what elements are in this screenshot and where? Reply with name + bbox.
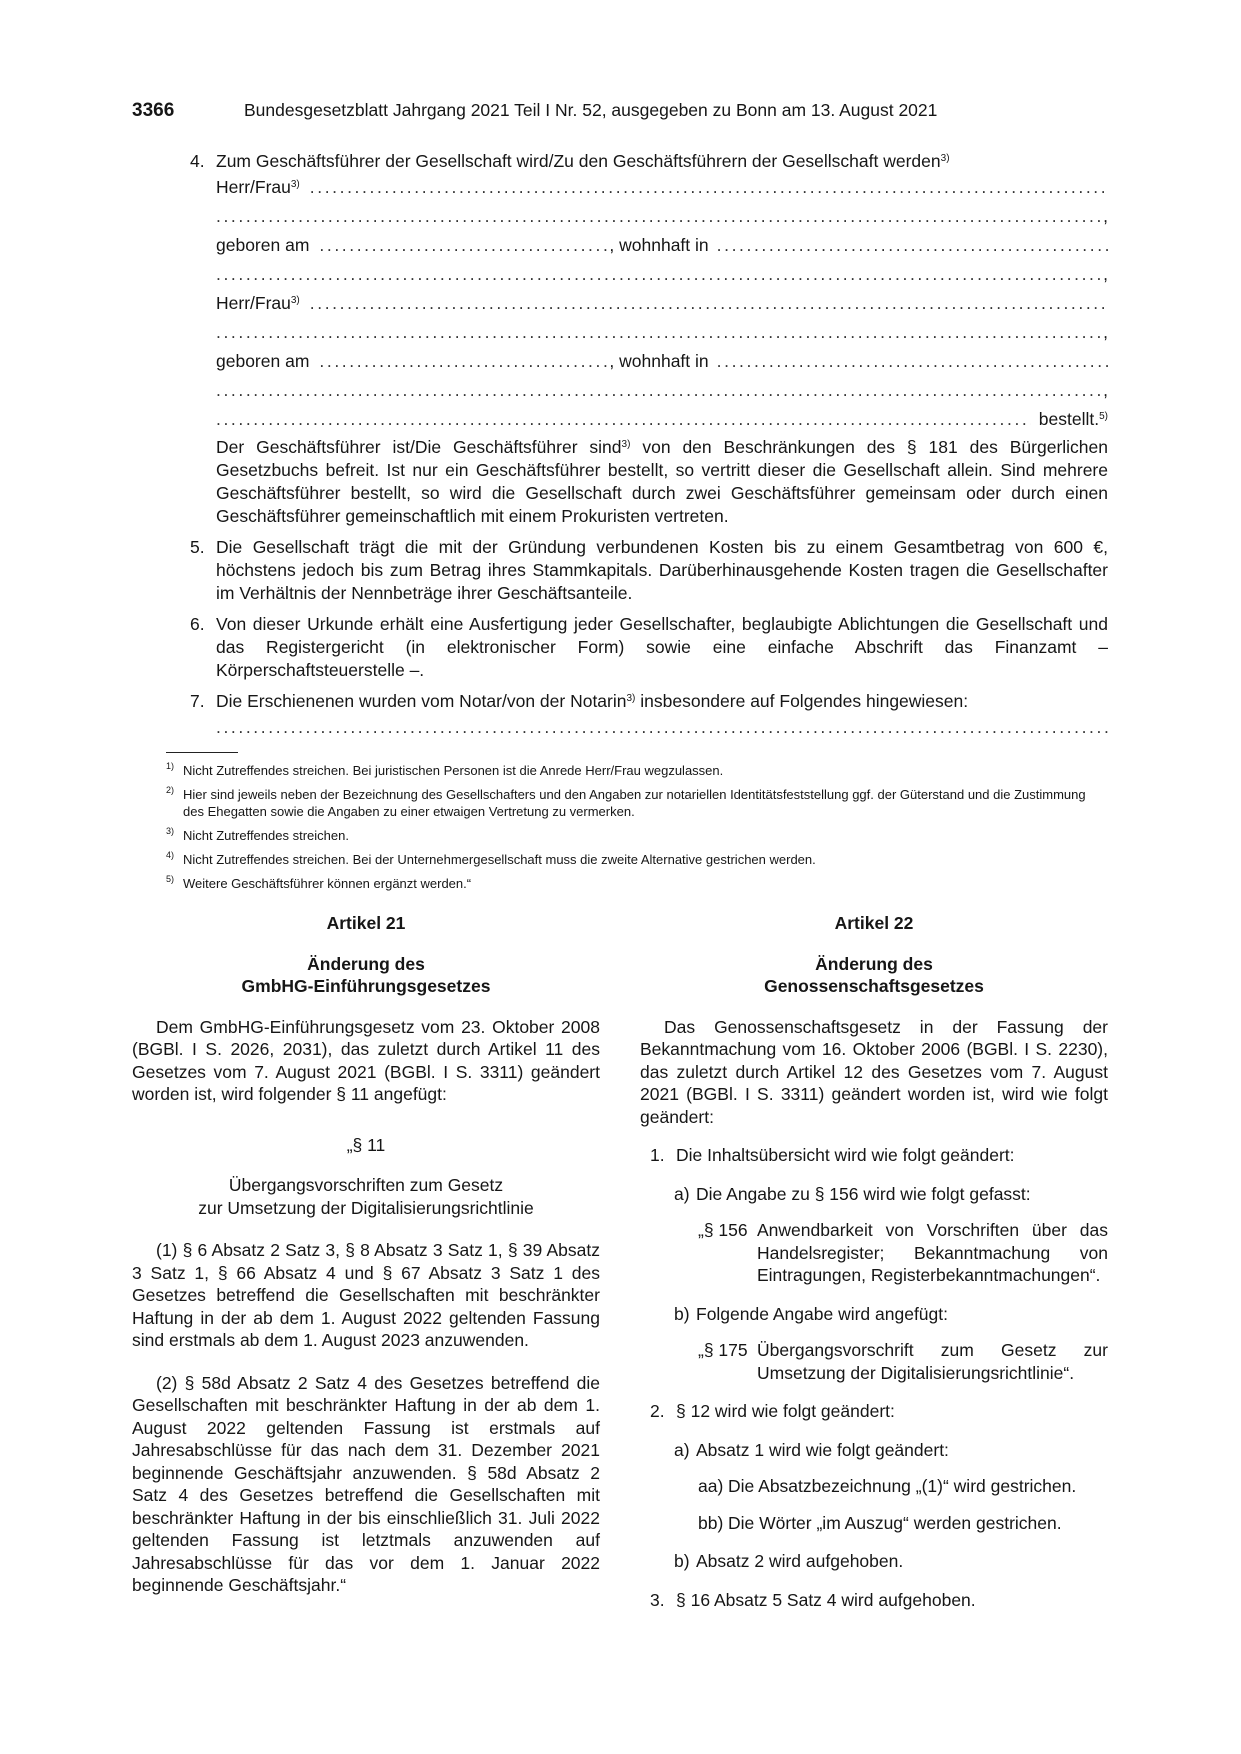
paragraph-abs-1: (1) § 6 Absatz 2 Satz 3, § 8 Absatz 3 Satz 1, § 39 Absatz 3 Satz 1, § 66 Absatz 4 und § 67 Absatz 3 Satz 1 des Gesetzes betreffend die Gesellschaften mit beschränkter Haftung in der ab dem 1. August 2022 geltenden Fassung sind erstmals ab dem 1. August 2023 anzuwenden. (132, 1240, 600, 1350)
fill-in-dots[interactable] (717, 347, 1108, 376)
contract-form (190, 150, 1108, 748)
fill-in-dots[interactable] (319, 347, 609, 376)
fill-in-dots[interactable] (216, 376, 1101, 405)
list-item: a) Die Angabe zu § 156 wird wie folgt gefasst: (674, 1183, 1031, 1204)
fill-in-dots[interactable] (319, 231, 609, 260)
footnote: 4) Nicht Zutreffendes streichen. Bei der Unternehmergesellschaft muss die zweite Alternative gestrichen werden. (166, 850, 816, 867)
list-item: aa) Die Absatzbezeichnung „(1)“ wird gestrichen. (698, 1476, 1077, 1496)
item-text: Zum Geschäftsführer der Gesellschaft wird/Zu den Geschäftsführern der Gesellschaft werden (216, 151, 941, 171)
form-line-cont-4: ..... , (216, 376, 1108, 405)
footnote: 2) Hier sind jeweils neben der Bezeichnung des Gesellschafters und den Angaben zur notariellen Identitätsfeststellung ggf. der Güterstand und die Zustimmung des Ehegatten sowie die Angaben zu einer etwaigen Vertretung zu vermerken. (166, 785, 1086, 819)
fill-in-dots[interactable] (310, 289, 1108, 318)
list-item: „§ 175 Übergangsvorschrift zum Gesetz zur Umsetzung der Digitalisierungsrichtlinie“. (698, 1340, 1108, 1383)
item-number: 6. (190, 614, 205, 634)
article-21 (132, 912, 600, 1597)
form-line-notes (216, 713, 1108, 742)
list-item: 1. Die Inhaltsübersicht wird wie folgt geändert: (650, 1145, 1015, 1165)
article-22 (640, 912, 1108, 1611)
section-heading: „§ 11 (346, 1134, 386, 1155)
article-subtitle: Änderung des Genossenschaftsgesetzes (764, 953, 984, 996)
label-wohnhaft-in: , wohnhaft in (609, 351, 709, 371)
label-herr-frau: Herr/Frau$^{3)}$ (216, 177, 300, 197)
list-item: 2. § 12 wird wie folgt geändert: (650, 1401, 895, 1421)
item-6 (190, 613, 1108, 682)
footnote-ref: 3) (940, 153, 950, 164)
fill-in-dots[interactable] (216, 713, 1108, 742)
item-number: 4. (190, 151, 205, 171)
article-title: Artikel 22 (834, 913, 914, 933)
form-line-cont-2: ..... , (216, 260, 1108, 289)
form-line-name-2 (216, 289, 1108, 318)
label-wohnhaft-in: , wohnhaft in (609, 235, 709, 255)
item-5 (190, 536, 1108, 605)
list-item: b) Folgende Angabe wird angefügt: (674, 1303, 948, 1324)
fill-in-dots[interactable] (216, 202, 1101, 231)
item-4-paragraph: Der Geschäftsführer ist/Die Geschäftsführer sind$^{3)}$ von den Beschränkungen des § 181 des Bürgerlichen Gesetzbuchs befreit. Ist nur ein Geschäftsführer bestellt, so vertritt dieser die Gesellschaft allein. Sind mehrere Geschäftsführer bestellt, so wird die Gesellschaft durch zwei Geschäftsführer gemeinsam oder durch einen Geschäftsführer gemeinschaftlich mit einem Prokuristen vertreten. (216, 437, 1109, 526)
label-geboren-am: geboren am (216, 351, 310, 371)
list-item: b) Absatz 2 wird aufgehoben. (674, 1551, 904, 1571)
header-title: Bundesgesetzblatt Jahrgang 2021 Teil I Nr. 52, ausgegeben zu Bonn am 13. August 2021 (244, 100, 938, 120)
footnote: 5) Weitere Geschäftsführer können ergänzt werden.“ (166, 874, 472, 891)
list-item: 3. § 16 Absatz 5 Satz 4 wird aufgehoben. (650, 1589, 976, 1610)
fill-in-dots[interactable] (310, 173, 1108, 202)
form-line-bestellt (216, 405, 1108, 434)
form-line-birth-2 (216, 347, 1108, 376)
label-herr-frau: Herr/Frau$^{3)}$ (216, 293, 300, 313)
item-number: 5. (190, 537, 205, 557)
list-item: bb) Die Wörter „im Auszug“ werden gestrichen. (698, 1512, 1062, 1533)
list-item: a) Absatz 1 wird wie folgt geändert: (674, 1439, 949, 1460)
form-line-cont-3: ..... , (216, 318, 1108, 347)
footnote: 3) Nicht Zutreffendes streichen. (166, 826, 349, 843)
fill-in-dots[interactable] (717, 231, 1108, 260)
footnote: 1) Nicht Zutreffendes streichen. Bei juristischen Personen ist die Anrede Herr/Frau wegzulassen. (166, 761, 724, 778)
label-bestellt: bestellt.$^{5)}$ (1038, 409, 1108, 429)
list-item: „§ 156 Anwendbarkeit von Vorschriften über das Handelsregister; Bekanntmachung von Eintragungen, Registerbekanntmachungen“. (698, 1220, 1108, 1285)
footnote-ref: 3) (621, 439, 631, 450)
item-text: Von dieser Urkunde erhält eine Ausfertigung jeder Gesellschafter, beglaubigte Ablichtungen die Gesellschaft und das Registergericht (in elektronischer Form) sowie eine einfache Abschrift das Finanzamt – Körperschaftsteuerstelle –. (216, 614, 1108, 680)
paragraph-abs-2: (2) § 58d Absatz 2 Satz 4 des Gesetzes betreffend die Gesellschaften mit beschränkter Haftung in der ab dem 1. August 2022 geltenden Fassung ist erstmals auf Jahresabschlüsse für das nach dem 31. Dezember 2021 beginnende Geschäftsjahr anzuwenden. § 58d Absatz 2 Satz 4 des Gesetzes betreffend die Gesellschaften mit beschränkter Haftung in der bis einschließlich 31. Juli 2022 geltenden Fassung ist letztmals anzuwenden auf Jahresabschlüsse für das vor dem 1. Januar 2022 beginnende Geschäftsjahr.“ (132, 1372, 600, 1595)
footnote-ref: 3) (626, 693, 636, 704)
form-line-birth-1 (216, 231, 1108, 260)
article-subtitle: Änderung des GmbHG-Einführungsgesetzes (241, 953, 491, 996)
item-7: 7. Die Erschienenen wurden vom Notar/von der Notarin$^{3)}$ insbesondere auf Folgendes hingewiesen: ..... (190, 690, 1108, 742)
fill-in-dots[interactable] (216, 405, 1031, 434)
item-text: Die Gesellschaft trägt die mit der Gründung verbundenen Kosten bis zu einem Gesamtbetrag von 600 €, höchstens jedoch bis zum Betrag ihres Stammkapitals. Darüberhinausgehende Kosten tragen die Gesellschafter im Verhältnis der Nennbeträge ihrer Geschäftsanteile. (216, 537, 1108, 603)
article-title: Artikel 21 (326, 913, 406, 933)
footnote-divider (166, 752, 238, 753)
form-line-cont-1: ..... , (216, 202, 1108, 231)
fill-in-dots[interactable] (216, 318, 1101, 347)
item-number: 7. (190, 691, 205, 711)
article-intro: Dem GmbHG-Einführungsgesetz vom 23. Oktober 2008 (BGBl. I S. 2026, 2031), das zuletzt durch Artikel 11 des Gesetzes vom 7. August 2021 (BGBl. I S. 3311) geändert worden ist, wird folgender § 11 angefügt: (132, 1016, 600, 1104)
label-geboren-am: geboren am (216, 235, 310, 255)
footnotes (166, 762, 1108, 899)
form-line-name-1 (216, 173, 1108, 202)
article-intro: Das Genossenschaftsgesetz in der Fassung der Bekanntmachung vom 16. Oktober 2006 (BGBl. I S. 2230), das zuletzt durch Artikel 12 des Gesetzes vom 7. August 2021 (BGBl. I S. 3311) geändert worden ist, wird wie folgt geändert: (640, 1016, 1108, 1127)
page-number: 3366 (132, 100, 175, 121)
item-4 (190, 150, 1108, 528)
fill-in-dots[interactable] (216, 260, 1101, 289)
section-title: Übergangsvorschriften zum Gesetz zur Umsetzung der Digitalisierungsrichtlinie (198, 1175, 534, 1218)
